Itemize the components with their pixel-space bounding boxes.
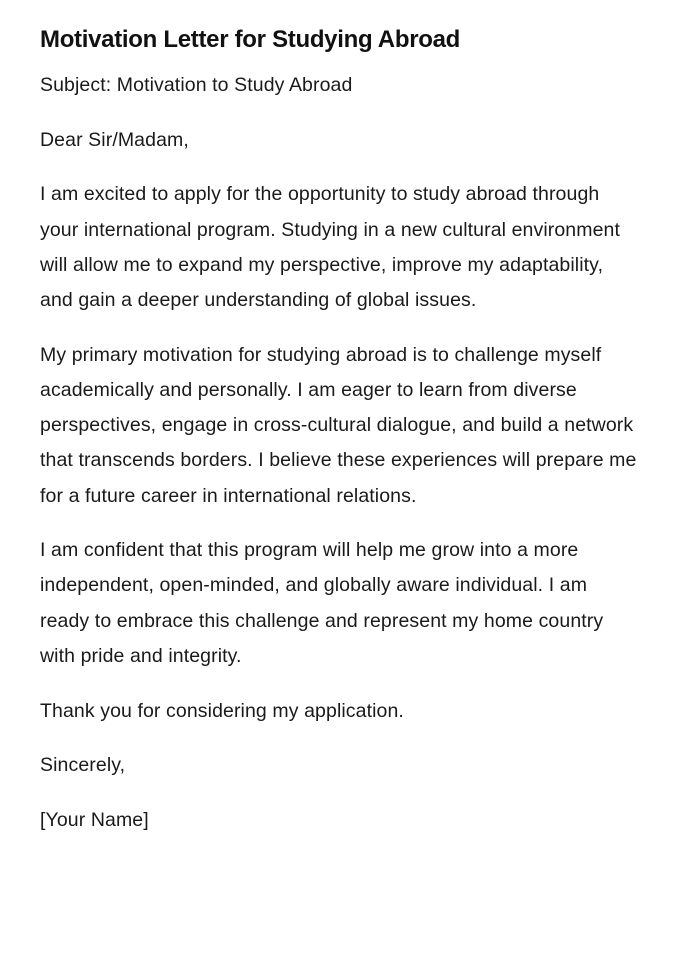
signature-placeholder: [Your Name] (40, 808, 149, 831)
body-paragraph-1: I am excited to apply for the opportunity to study abroad through your international program. Studying in a new cultural environment will allow me to expand my perspective, improve my adaptability, and gain a deeper understanding of global issues. (40, 183, 620, 312)
salutation: Dear Sir/Madam, (40, 128, 189, 151)
subject-line: Subject: Motivation to Study Abroad (40, 74, 353, 96)
document-title: Motivation Letter for Studying Abroad (40, 26, 460, 53)
sign-off: Sincerely, (40, 754, 126, 777)
letter-document (40, 22, 640, 858)
body-paragraph-2: My primary motivation for studying abroad is to challenge myself academically and personally. I am eager to learn from diverse perspectives, engage in cross-cultural dialogue, and build a network that transcends borders. I believe these experiences will prepare me for a future career in international relations. (40, 343, 637, 507)
body-paragraph-3: I am confident that this program will help me grow into a more independent, open-minded, and globally aware individual. I am ready to embrace this challenge and represent my home country with pride and integrity. (40, 539, 604, 667)
closing-line: Thank you for considering my application. (40, 699, 404, 722)
